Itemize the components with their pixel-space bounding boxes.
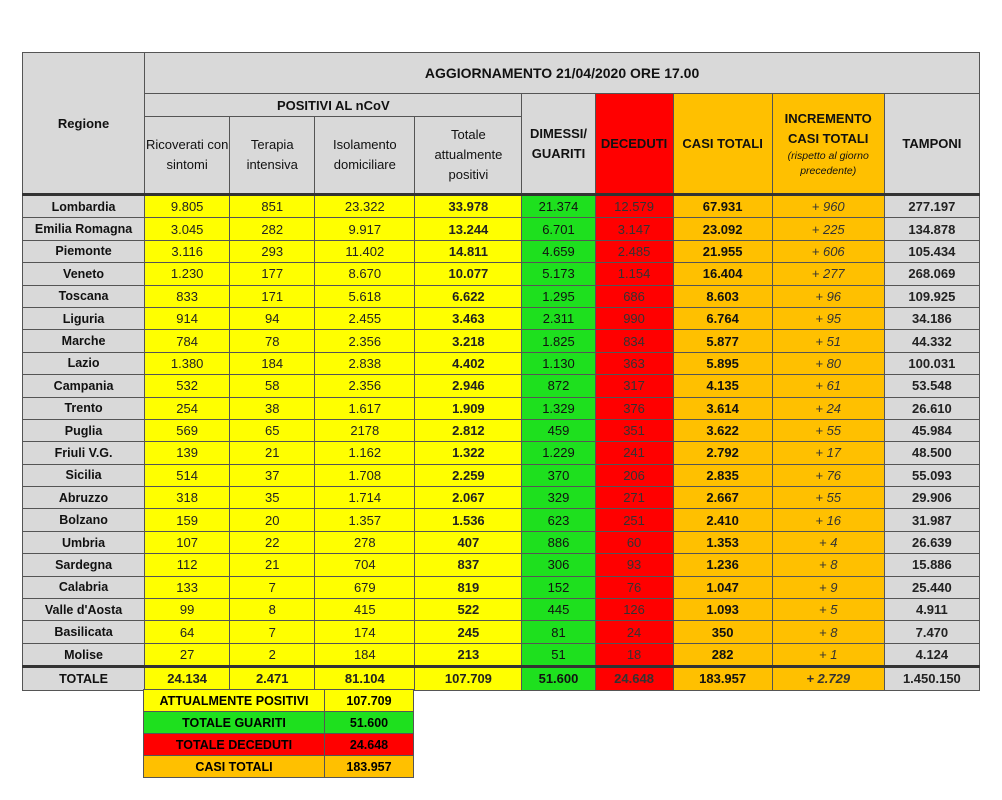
incremento-label: INCREMENTO CASI TOTALI (784, 110, 872, 146)
table-row (23, 509, 980, 531)
cell-incremento: + 16 (772, 509, 884, 531)
cell-isolamento: 9.917 (315, 218, 415, 240)
cell-totale: 1.536 (415, 509, 522, 531)
cell-casi: 1.093 (673, 599, 772, 621)
cell-terapia: 282 (230, 218, 315, 240)
ricoverati-header: Ricoverati con sintomi (145, 117, 230, 195)
cell-casi: 1.353 (673, 531, 772, 553)
cell-incremento: + 8 (772, 621, 884, 643)
cell-incremento: + 960 (772, 195, 884, 218)
cell-incremento: + 51 (772, 330, 884, 352)
cell-ricoverati: 1.230 (145, 263, 230, 285)
cell-totale: 1.322 (415, 442, 522, 464)
cell-deceduti: 351 (595, 419, 673, 441)
cell-tamponi: 26.610 (884, 397, 979, 419)
cell-incremento: + 76 (772, 464, 884, 486)
cell-deceduti: 60 (595, 531, 673, 553)
cell-dimessi: 5.173 (522, 263, 595, 285)
cell-casi: 2.835 (673, 464, 772, 486)
cell-isolamento: 174 (315, 621, 415, 643)
cell-ricoverati: 254 (145, 397, 230, 419)
cell-dimessi: 329 (522, 487, 595, 509)
cell-ricoverati: 27 (145, 643, 230, 666)
table-row (23, 397, 980, 419)
cell-region: Emilia Romagna (23, 218, 145, 240)
cell-casi: 1.047 (673, 576, 772, 598)
cell-ricoverati: 318 (145, 487, 230, 509)
table-row (23, 487, 980, 509)
summary-value: 51.600 (325, 712, 414, 734)
cell-incremento: + 8 (772, 554, 884, 576)
cell-terapia: 851 (230, 195, 315, 218)
cell-totale: 522 (415, 599, 522, 621)
cell-region: Marche (23, 330, 145, 352)
cell-totale: 2.259 (415, 464, 522, 486)
cell-totale: 1.909 (415, 397, 522, 419)
cell-region: Liguria (23, 307, 145, 329)
cell-dimessi: 51 (522, 643, 595, 666)
cell-totale: 407 (415, 531, 522, 553)
cell-ricoverati: 569 (145, 419, 230, 441)
cell-terapia: 65 (230, 419, 315, 441)
summary-body (144, 690, 414, 778)
cell-dimessi: 6.701 (522, 218, 595, 240)
cell-terapia: 37 (230, 464, 315, 486)
cell-terapia: 78 (230, 330, 315, 352)
cell-region: Trento (23, 397, 145, 419)
cell-casi: 21.955 (673, 240, 772, 262)
table-row (23, 621, 980, 643)
table-row (23, 599, 980, 621)
cell-isolamento: 679 (315, 576, 415, 598)
cell-deceduti: 317 (595, 375, 673, 397)
cell-ricoverati: 64 (145, 621, 230, 643)
cell-deceduti: 206 (595, 464, 673, 486)
cell-ricoverati: 3.045 (145, 218, 230, 240)
cell-tamponi: 53.548 (884, 375, 979, 397)
cell-casi: 5.895 (673, 352, 772, 374)
cell-isolamento: 2.356 (315, 375, 415, 397)
cell-isolamento: 8.670 (315, 263, 415, 285)
table-row (23, 330, 980, 352)
incremento-note: (rispetto al giorno precedente) (787, 149, 869, 177)
cell-region: Sardegna (23, 554, 145, 576)
summary-table (143, 689, 414, 778)
cell-region: Toscana (23, 285, 145, 307)
cell-isolamento: 2.356 (315, 330, 415, 352)
cell-ricoverati: 24.134 (145, 667, 230, 690)
cell-incremento: + 55 (772, 419, 884, 441)
cell-dimessi: 1.329 (522, 397, 595, 419)
table-body (23, 195, 980, 691)
cell-deceduti: 2.485 (595, 240, 673, 262)
cell-casi: 1.236 (673, 554, 772, 576)
cell-region: Abruzzo (23, 487, 145, 509)
cell-incremento: + 95 (772, 307, 884, 329)
cell-totale: 3.218 (415, 330, 522, 352)
cell-terapia: 94 (230, 307, 315, 329)
summary-label: TOTALE GUARITI (144, 712, 325, 734)
cell-tamponi: 26.639 (884, 531, 979, 553)
cell-totale: 819 (415, 576, 522, 598)
cell-terapia: 38 (230, 397, 315, 419)
cell-incremento: + 1 (772, 643, 884, 666)
cell-dimessi: 1.295 (522, 285, 595, 307)
cell-isolamento: 278 (315, 531, 415, 553)
cell-terapia: 22 (230, 531, 315, 553)
cell-totale: 213 (415, 643, 522, 666)
cell-ricoverati: 133 (145, 576, 230, 598)
cell-tamponi: 134.878 (884, 218, 979, 240)
cell-tamponi: 29.906 (884, 487, 979, 509)
cell-totale: 33.978 (415, 195, 522, 218)
table-row (23, 375, 980, 397)
table-row (23, 195, 980, 218)
cell-deceduti: 376 (595, 397, 673, 419)
cell-region: Campania (23, 375, 145, 397)
incremento-header (772, 94, 884, 195)
cell-dimessi: 445 (522, 599, 595, 621)
table-row (23, 554, 980, 576)
cell-region: Umbria (23, 531, 145, 553)
cell-totale: 2.067 (415, 487, 522, 509)
summary-row (144, 734, 414, 756)
cell-region: Valle d'Aosta (23, 599, 145, 621)
cell-region: Calabria (23, 576, 145, 598)
cell-deceduti: 1.154 (595, 263, 673, 285)
cell-isolamento: 11.402 (315, 240, 415, 262)
cell-region: Veneto (23, 263, 145, 285)
cell-tamponi: 4.911 (884, 599, 979, 621)
cell-casi: 23.092 (673, 218, 772, 240)
summary-value: 107.709 (325, 690, 414, 712)
cell-dimessi: 886 (522, 531, 595, 553)
cell-terapia: 21 (230, 554, 315, 576)
cell-dimessi: 1.229 (522, 442, 595, 464)
cell-incremento: + 225 (772, 218, 884, 240)
cell-tamponi: 48.500 (884, 442, 979, 464)
cell-tamponi: 105.434 (884, 240, 979, 262)
cell-tamponi: 44.332 (884, 330, 979, 352)
cell-casi: 2.792 (673, 442, 772, 464)
cell-region: Lazio (23, 352, 145, 374)
cell-casi: 183.957 (673, 667, 772, 690)
cell-totale: 2.946 (415, 375, 522, 397)
cell-tamponi: 34.186 (884, 307, 979, 329)
cell-incremento: + 55 (772, 487, 884, 509)
cell-terapia: 7 (230, 576, 315, 598)
cell-tamponi: 277.197 (884, 195, 979, 218)
cell-deceduti: 24 (595, 621, 673, 643)
cell-tamponi: 4.124 (884, 643, 979, 666)
cell-isolamento: 23.322 (315, 195, 415, 218)
cell-tamponi: 15.886 (884, 554, 979, 576)
covid-region-table (22, 52, 980, 691)
cell-region: Friuli V.G. (23, 442, 145, 464)
cell-deceduti: 241 (595, 442, 673, 464)
cell-deceduti: 363 (595, 352, 673, 374)
region-header: Regione (23, 53, 145, 195)
cell-terapia: 177 (230, 263, 315, 285)
cell-incremento: + 2.729 (772, 667, 884, 690)
cell-tamponi: 55.093 (884, 464, 979, 486)
cell-region: Basilicata (23, 621, 145, 643)
cell-isolamento: 415 (315, 599, 415, 621)
cell-casi: 67.931 (673, 195, 772, 218)
summary-row (144, 690, 414, 712)
table-row (23, 307, 980, 329)
cell-dimessi: 21.374 (522, 195, 595, 218)
cell-terapia: 171 (230, 285, 315, 307)
cell-terapia: 7 (230, 621, 315, 643)
cell-dimessi: 623 (522, 509, 595, 531)
table-row (23, 643, 980, 666)
cell-deceduti: 3.147 (595, 218, 673, 240)
summary-row (144, 756, 414, 778)
cell-isolamento: 1.714 (315, 487, 415, 509)
table-row (23, 576, 980, 598)
cell-terapia: 2 (230, 643, 315, 666)
cell-dimessi: 4.659 (522, 240, 595, 262)
cell-ricoverati: 3.116 (145, 240, 230, 262)
cell-ricoverati: 159 (145, 509, 230, 531)
cell-tamponi: 31.987 (884, 509, 979, 531)
cell-region: Sicilia (23, 464, 145, 486)
cell-incremento: + 96 (772, 285, 884, 307)
cell-ricoverati: 784 (145, 330, 230, 352)
summary-value: 183.957 (325, 756, 414, 778)
table-row (23, 352, 980, 374)
cell-terapia: 20 (230, 509, 315, 531)
cell-isolamento: 1.162 (315, 442, 415, 464)
table-row (23, 531, 980, 553)
cell-incremento: + 5 (772, 599, 884, 621)
cell-deceduti: 93 (595, 554, 673, 576)
cell-casi: 16.404 (673, 263, 772, 285)
update-title: AGGIORNAMENTO 21/04/2020 ORE 17.00 (145, 53, 980, 94)
cell-incremento: + 277 (772, 263, 884, 285)
cell-ricoverati: 833 (145, 285, 230, 307)
cell-tamponi: 109.925 (884, 285, 979, 307)
summary-label: ATTUALMENTE POSITIVI (144, 690, 325, 712)
summary-label: CASI TOTALI (144, 756, 325, 778)
cell-dimessi: 459 (522, 419, 595, 441)
totals-row (23, 667, 980, 690)
cell-deceduti: 12.579 (595, 195, 673, 218)
cell-region: Bolzano (23, 509, 145, 531)
positive-group-header: POSITIVI AL nCoV (145, 94, 522, 117)
cell-ricoverati: 532 (145, 375, 230, 397)
cell-ricoverati: 107 (145, 531, 230, 553)
cell-casi: 2.667 (673, 487, 772, 509)
summary-value: 24.648 (325, 734, 414, 756)
cell-tamponi: 100.031 (884, 352, 979, 374)
cell-deceduti: 251 (595, 509, 673, 531)
cell-dimessi: 2.311 (522, 307, 595, 329)
cell-region: TOTALE (23, 667, 145, 690)
cell-isolamento: 1.708 (315, 464, 415, 486)
cell-dimessi: 81 (522, 621, 595, 643)
cell-isolamento: 184 (315, 643, 415, 666)
cell-totale: 4.402 (415, 352, 522, 374)
dimessi-header: DIMESSI/ GUARITI (522, 94, 595, 195)
cell-isolamento: 5.618 (315, 285, 415, 307)
cell-casi: 8.603 (673, 285, 772, 307)
cell-region: Piemonte (23, 240, 145, 262)
table-row (23, 285, 980, 307)
cell-deceduti: 834 (595, 330, 673, 352)
cell-dimessi: 1.825 (522, 330, 595, 352)
cell-terapia: 8 (230, 599, 315, 621)
summary-label: TOTALE DECEDUTI (144, 734, 325, 756)
cell-dimessi: 370 (522, 464, 595, 486)
cell-dimessi: 51.600 (522, 667, 595, 690)
cell-ricoverati: 1.380 (145, 352, 230, 374)
cell-totale: 837 (415, 554, 522, 576)
table-row (23, 464, 980, 486)
cell-tamponi: 268.069 (884, 263, 979, 285)
cell-incremento: + 606 (772, 240, 884, 262)
cell-deceduti: 76 (595, 576, 673, 598)
cell-terapia: 184 (230, 352, 315, 374)
cell-totale: 6.622 (415, 285, 522, 307)
cell-deceduti: 24.648 (595, 667, 673, 690)
table-row (23, 218, 980, 240)
cell-incremento: + 61 (772, 375, 884, 397)
isolamento-header: Isolamento domiciliare (315, 117, 415, 195)
cell-ricoverati: 139 (145, 442, 230, 464)
cell-tamponi: 45.984 (884, 419, 979, 441)
cell-incremento: + 24 (772, 397, 884, 419)
tamponi-header: TAMPONI (884, 94, 979, 195)
cell-totale: 3.463 (415, 307, 522, 329)
cell-deceduti: 126 (595, 599, 673, 621)
cell-isolamento: 2.838 (315, 352, 415, 374)
cell-deceduti: 18 (595, 643, 673, 666)
deceduti-header: DECEDUTI (595, 94, 673, 195)
cell-casi: 2.410 (673, 509, 772, 531)
cell-isolamento: 2178 (315, 419, 415, 441)
cell-casi: 3.622 (673, 419, 772, 441)
cell-ricoverati: 9.805 (145, 195, 230, 218)
cell-terapia: 2.471 (230, 667, 315, 690)
cell-totale: 245 (415, 621, 522, 643)
cell-casi: 3.614 (673, 397, 772, 419)
cell-ricoverati: 99 (145, 599, 230, 621)
terapia-header: Terapia intensiva (230, 117, 315, 195)
table-row (23, 240, 980, 262)
cell-isolamento: 2.455 (315, 307, 415, 329)
cell-totale: 107.709 (415, 667, 522, 690)
cell-terapia: 58 (230, 375, 315, 397)
cell-region: Molise (23, 643, 145, 666)
cell-ricoverati: 514 (145, 464, 230, 486)
cell-totale: 14.811 (415, 240, 522, 262)
cell-casi: 282 (673, 643, 772, 666)
cell-casi: 350 (673, 621, 772, 643)
cell-casi: 4.135 (673, 375, 772, 397)
cell-incremento: + 9 (772, 576, 884, 598)
cell-region: Lombardia (23, 195, 145, 218)
cell-incremento: + 4 (772, 531, 884, 553)
table-row (23, 419, 980, 441)
cell-incremento: + 17 (772, 442, 884, 464)
cell-ricoverati: 112 (145, 554, 230, 576)
cell-region: Puglia (23, 419, 145, 441)
cell-deceduti: 990 (595, 307, 673, 329)
cell-totale: 2.812 (415, 419, 522, 441)
cell-tamponi: 1.450.150 (884, 667, 979, 690)
cell-ricoverati: 914 (145, 307, 230, 329)
cell-isolamento: 1.617 (315, 397, 415, 419)
cell-deceduti: 686 (595, 285, 673, 307)
cell-casi: 5.877 (673, 330, 772, 352)
cell-terapia: 293 (230, 240, 315, 262)
table-row (23, 263, 980, 285)
cell-dimessi: 872 (522, 375, 595, 397)
cell-terapia: 21 (230, 442, 315, 464)
cell-dimessi: 306 (522, 554, 595, 576)
summary-row (144, 712, 414, 734)
cell-tamponi: 25.440 (884, 576, 979, 598)
cell-isolamento: 81.104 (315, 667, 415, 690)
cell-totale: 13.244 (415, 218, 522, 240)
casi-totali-header: CASI TOTALI (673, 94, 772, 195)
table-row (23, 442, 980, 464)
cell-totale: 10.077 (415, 263, 522, 285)
cell-terapia: 35 (230, 487, 315, 509)
cell-incremento: + 80 (772, 352, 884, 374)
cell-dimessi: 1.130 (522, 352, 595, 374)
cell-deceduti: 271 (595, 487, 673, 509)
cell-casi: 6.764 (673, 307, 772, 329)
cell-isolamento: 704 (315, 554, 415, 576)
cell-isolamento: 1.357 (315, 509, 415, 531)
cell-tamponi: 7.470 (884, 621, 979, 643)
totale-positivi-header: Totale attualmente positivi (415, 117, 522, 195)
cell-dimessi: 152 (522, 576, 595, 598)
